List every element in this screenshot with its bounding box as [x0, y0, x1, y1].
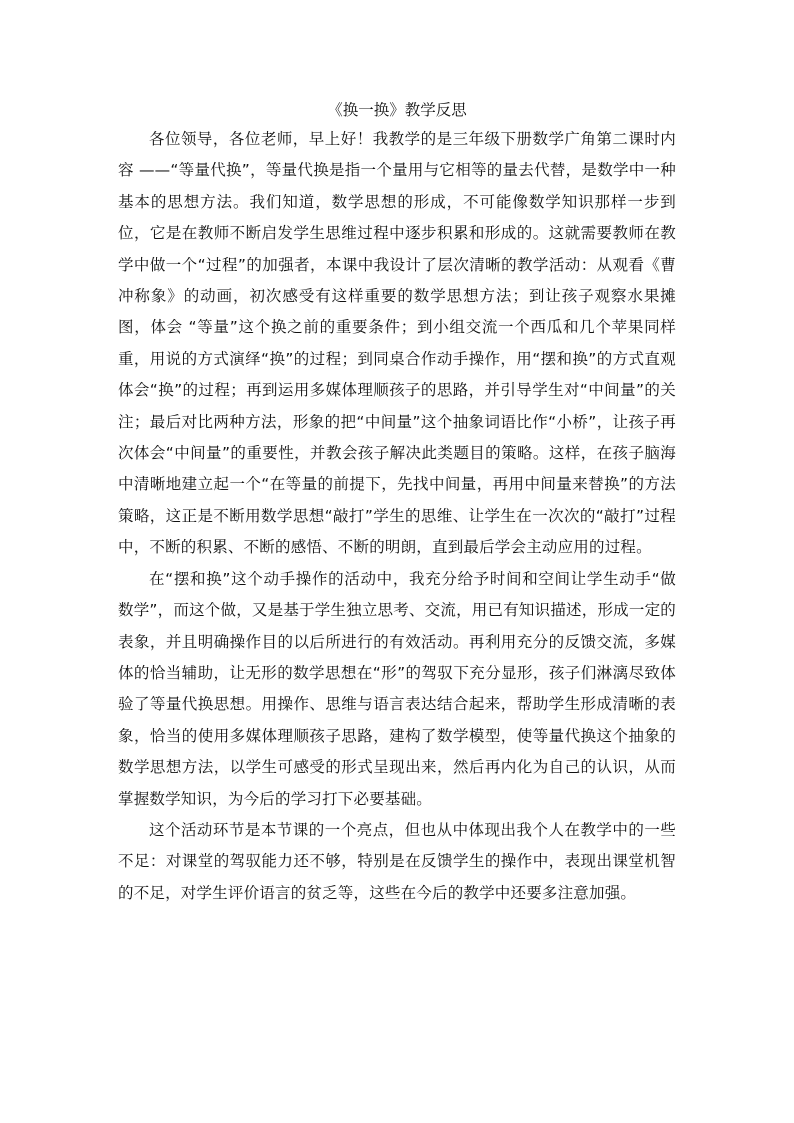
paragraph-intro: 各位领导，各位老师，早上好！我教学的是三年级下册数学广角第二课时内容 ——“等量代换”，等量代换是指一个量用与它相等的量去代替，是数学中一种基本的思想方法。我们知道，数学思想的形成，不可能像数学知识那样一步到位，它是在教师不断启发学生思维过程中逐步积累和形成的。这就需要教师在教学中做一个“过程”的加强者，本课中我设计了层次清晰的教学活动：从观看《曹冲称象》的动画，初次感受有这样重要的数学思想方法；到让孩子观察水果摊图，体会 “等量”这个换之前的重要条件；到小组交流一个西瓜和几个苹果同样重，用说的方式演绎“换”的过程；到同桌合作动手操作，用“摆和换”的方式直观体会“换”的过程；再到运用多媒体理顺孩子的思路，并引导学生对“中间量”的关注；最后对比两种方法，形象的把“中间量”这个抽象词语比作“小桥”，让孩子再次体会“中间量”的重要性，并教会孩子解决此类题目的策略。这样，在孩子脑海中清晰地建立起一个“在等量的前提下，先找中间量，再用中间量来替换”的方法策略，这正是不断用数学思想“敲打”学生的思维、让学生在一次次的“敲打”过程中，不断的积累、不断的感悟、不断的明朗，直到最后学会主动应用的过程。 — [118, 130, 676, 557]
paragraph-activity: 在“摆和换”这个动手操作的活动中，我充分给予时间和空间让学生动手“做数学”，而这个做，又是基于学生独立思考、交流，用已有知识描述，形成一定的表象，并且明确操作目的以后所进行的有效活动。再利用充分的反馈交流，多媒体的恰当辅助，让无形的数学思想在“形”的驾驭下充分显形，孩子们淋漓尽致体验了等量代换思想。用操作、思维与语言表达结合起来，帮助学生形成清晰的表象，恰当的使用多媒体理顺孩子思路，建构了数学模型，使等量代换这个抽象的数学思想方法，以学生可感受的形式呈现出来，然后再内化为自己的认识，从而掌握数学知识，为今后的学习打下必要基础。 — [118, 569, 676, 808]
document-title: 《换一换》教学反思 — [327, 101, 467, 119]
document-body — [118, 96, 676, 909]
paragraph-reflection: 这个活动环节是本节课的一个亮点，但也从中体现出我个人在教学中的一些不足：对课堂的驾驭能力还不够，特别是在反馈学生的操作中，表现出课堂机智的不足，对学生评价语言的贫乏等，这些在今后的教学中还要多注意加强。 — [118, 820, 676, 902]
